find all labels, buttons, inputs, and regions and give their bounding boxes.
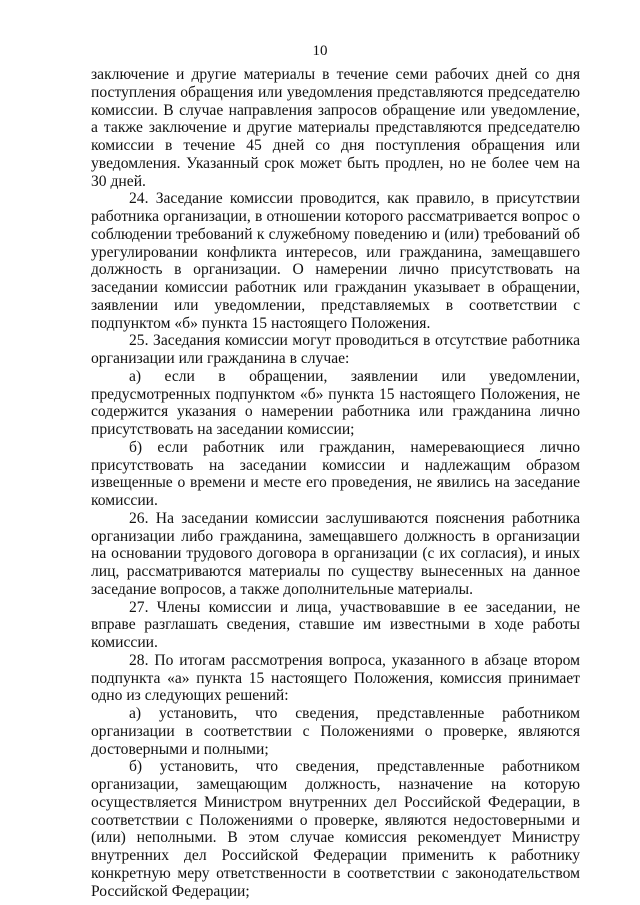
paragraph-25: 25. Заседания комиссии могут проводиться в отсутствие работника организации или гражданина в случае:: [91, 332, 580, 367]
paragraph-continuation: заключение и другие материалы в течение семи рабочих дней со дня поступления обращения или уведомления представляются председателю комиссии. В случае направления запросов обращение или уведомление, а также заключение и другие материалы представляются председателю комиссии в течение 45 дней со дня поступления обращения или уведомления. Указанный срок может быть продлен, но не более чем на 30 дней.: [91, 66, 580, 190]
paragraph-28-b: б) установить, что сведения, представленные работником организации, замещающим должность, назначение на которую осуществляется Министром внутренних дел Российской Федерации, в соответствии с Положениями о проверке, являются недостоверными и (или) неполными. В этом случае комиссия рекомендует Министру внутренних дел Российской Федерации применить к работнику конкретную меру ответственности в соответствии с законодательством Российской Федерации;: [91, 758, 580, 900]
page-number: 10: [312, 43, 328, 59]
paragraph-25-b: б) если работник или гражданин, намеревающиеся лично присутствовать на заседании комиссии и надлежащим образом извещенные о времени и месте его проведения, не явились на заседание комиссии.: [91, 438, 580, 509]
paragraph-27: 27. Члены комиссии и лица, участвовавшие в ее заседании, не вправе разглашать сведения, ставшие им известными в ходе работы комиссии.: [91, 598, 580, 651]
paragraph-28-a: а) установить, что сведения, представленные работником организации в соответствии с Положениями о проверке, являются достоверными и полными;: [91, 705, 580, 758]
document-body: [91, 66, 580, 900]
paragraph-28: 28. По итогам рассмотрения вопроса, указанного в абзаце втором подпункта «а» пункта 15 настоящего Положения, комиссия принимает одно из следующих решений:: [91, 651, 580, 705]
paragraph-26: 26. На заседании комиссии заслушиваются пояснения работника организации либо гражданина, замещавшего должность в организации на основании трудового договора в организации (с их согласия), и иных лиц, рассматриваются материалы по существу вынесенных на данное заседание вопросов, а также дополнительные материалы.: [91, 509, 580, 598]
paragraph-25-a: а) если в обращении, заявлении или уведомлении, предусмотренных подпунктом «б» пункта 15 настоящего Положения, не содержится указания о намерении работника или гражданина лично присутствовать на заседании комиссии;: [91, 367, 580, 438]
paragraph-24: 24. Заседание комиссии проводится, как правило, в присутствии работника организации, в отношении которого рассматривается вопрос о соблюдении требований к служебному поведению и (или) требований об урегулировании конфликта интересов, или гражданина, замещавшего должность в организации. О намерении лично присутствовать на заседании комиссии работник или гражданин указывает в обращении, заявлении или уведомлении, представляемых в соответствии с подпунктом «б» пункта 15 настоящего Положения.: [91, 190, 580, 332]
